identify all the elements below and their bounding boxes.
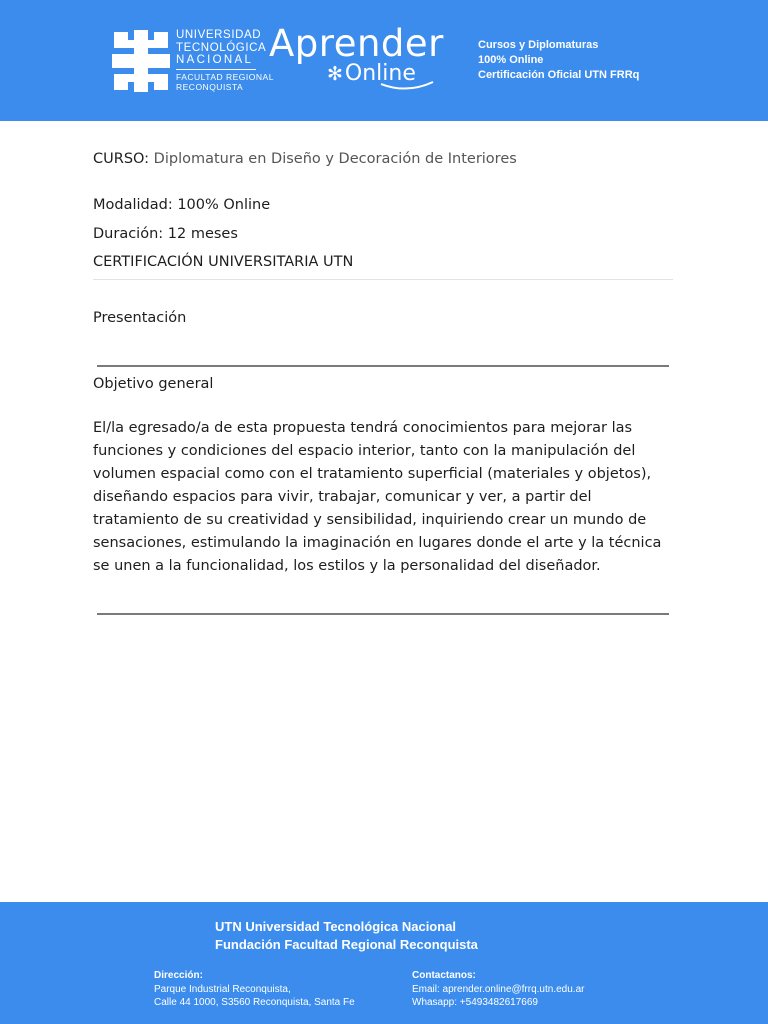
objetivo-heading: Objetivo general xyxy=(93,376,214,392)
course-duracion: Duración: 12 meses xyxy=(93,226,238,242)
course-title xyxy=(93,149,517,169)
address-line-2: Calle 44 1000, S3560 Reconquista, Santa Fe xyxy=(154,997,355,1008)
swoosh-icon xyxy=(379,80,435,92)
contact-email[interactable]: Email: aprender.online@frrq.utn.edu.ar xyxy=(412,983,585,995)
brand-sub: Online xyxy=(344,61,416,86)
asterisk-icon: ✻ xyxy=(327,63,343,85)
section-divider-thin xyxy=(93,279,673,280)
wordmark-divider xyxy=(176,69,256,70)
tagline-line-2: 100% Online xyxy=(478,54,544,66)
section-divider-1 xyxy=(97,365,669,367)
brand-main: Aprender xyxy=(269,22,444,65)
utn-line-1: UNIVERSIDAD xyxy=(176,29,262,41)
course-label: CURSO: xyxy=(93,151,150,167)
contact-title: Contactanos: xyxy=(412,970,476,981)
contact-whatsapp[interactable]: Whasapp: +5493482617669 xyxy=(412,997,538,1008)
footer-org xyxy=(215,918,478,954)
section-divider-2 xyxy=(97,613,669,615)
page-footer xyxy=(0,902,768,1024)
tagline-line-3: Certificación Oficial UTN FRRq xyxy=(478,69,640,81)
utn-emblem-icon xyxy=(112,30,170,92)
aprender-online-logo xyxy=(269,22,444,86)
tagline-line-1: Cursos y Diplomaturas xyxy=(478,39,599,51)
course-name: Diplomatura en Diseño y Decoración de Interiores xyxy=(153,151,517,167)
footer-org-line-2: Fundación Facultad Regional Reconquista xyxy=(215,937,478,952)
header-tagline xyxy=(478,38,639,83)
utn-line-2: TECNOLÓGICA xyxy=(176,41,267,54)
faculty-line-1: FACULTAD REGIONAL xyxy=(176,71,274,82)
utn-line-3: NACIONAL xyxy=(176,54,254,66)
footer-contact xyxy=(412,969,584,1010)
faculty-line-2: RECONQUISTA xyxy=(176,81,244,92)
presentacion-heading: Presentación xyxy=(93,310,187,326)
objetivo-paragraph: El/la egresado/a de esta propuesta tendrá conocimientos para mejorar las funciones y condiciones del espacio interior, tanto con la manipulación del volumen espacial como con el tratamiento superficial (materiales y objetos), diseñando espacios para vivir, trabajar, comunicar y ver, a partir del tratamiento de su creatividad y sensibilidad, inquiriendo crear un mundo de sensaciones, estimulando la imaginación en lugares donde el arte y la técnica se unen a la funcionalidad, los estilos y la personalidad del diseñador. xyxy=(93,420,662,574)
course-modalidad: Modalidad: 100% Online xyxy=(93,197,271,213)
footer-org-line-1: UTN Universidad Tecnológica Nacional xyxy=(215,919,457,934)
utn-wordmark xyxy=(176,29,274,92)
address-title: Dirección: xyxy=(154,970,203,981)
footer-address xyxy=(154,969,355,1010)
page-header xyxy=(0,0,768,121)
course-certificacion: CERTIFICACIÓN UNIVERSITARIA UTN xyxy=(93,254,354,270)
address-line-1: Parque Industrial Reconquista, xyxy=(154,983,291,995)
